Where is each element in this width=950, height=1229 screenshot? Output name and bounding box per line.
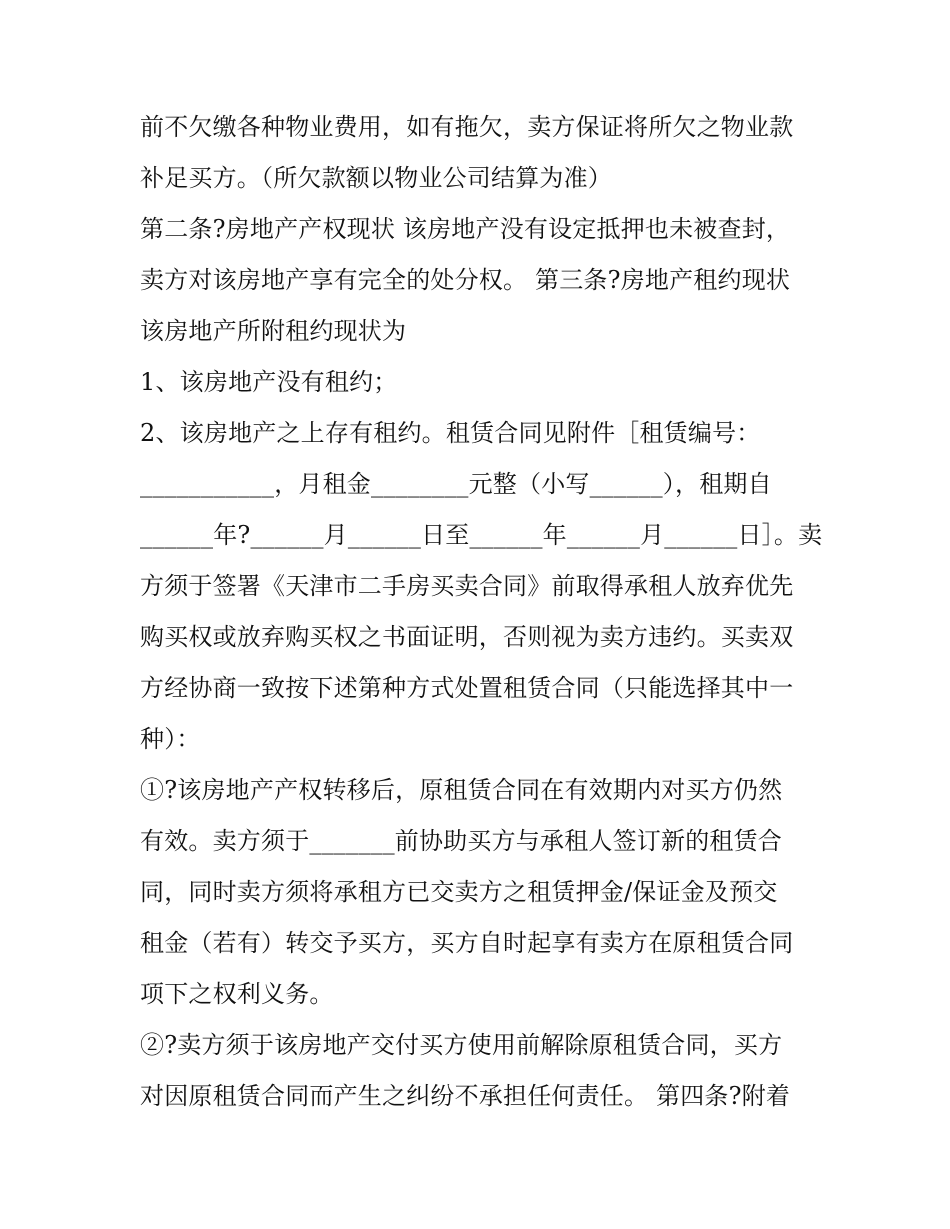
text-line: 方经协商一致按下述第种方式处置租赁合同（只能选择其中一 (140, 674, 794, 702)
text-line: 1、该房地产没有租约； (140, 368, 398, 396)
text-line: ②?卖方须于该房地产交付买方使用前解除原租赁合同，买方 (140, 1031, 783, 1059)
text-line: 项下之权利义务。 (140, 980, 334, 1008)
text-line: 种）： (140, 725, 201, 753)
text-line: 对因原租赁合同而产生之纠纷不承担任何责任。 第四条?附着 (140, 1082, 791, 1110)
text-line: 卖方对该房地产享有完全的处分权。 第三条?房地产租约现状 (140, 266, 791, 294)
text-line: 购买权或放弃购买权之书面证明，否则视为卖方违约。买卖双 (140, 623, 794, 651)
text-line: 租金（若有）转交予买方，买方自时起享有卖方在原租赁合同 (140, 929, 794, 957)
text-line: ①?该房地产产权转移后，原租赁合同在有效期内对买方仍然 (140, 776, 783, 804)
text-line: 2、该房地产之上存有租约。租赁合同见附件［租赁编号： (140, 419, 761, 447)
text-line: 同，同时卖方须将承租方已交卖方之租赁押金/保证金及预交 (140, 878, 778, 906)
text-line: 有效。卖方须于_______前协助买方与承租人签订新的租赁合 (140, 827, 782, 855)
text-line: ___________，月租金________元整（小写______），租期自 (140, 470, 772, 498)
text-line: 前不欠缴各种物业费用，如有拖欠，卖方保证将所欠之物业款 (140, 113, 794, 141)
text-line: ______年?______月______日至______年______月______日］。卖 (140, 521, 823, 549)
text-line: 补足买方。（所欠款额以物业公司结算为准） (140, 164, 612, 192)
text-line: 第二条?房地产产权现状 该房地产没有设定抵押也未被查封， (140, 215, 791, 243)
text-line: 该房地产所附租约现状为 (140, 317, 407, 345)
text-line: 方须于签署《天津市二手房买卖合同》前取得承租人放弃优先 (140, 572, 794, 600)
